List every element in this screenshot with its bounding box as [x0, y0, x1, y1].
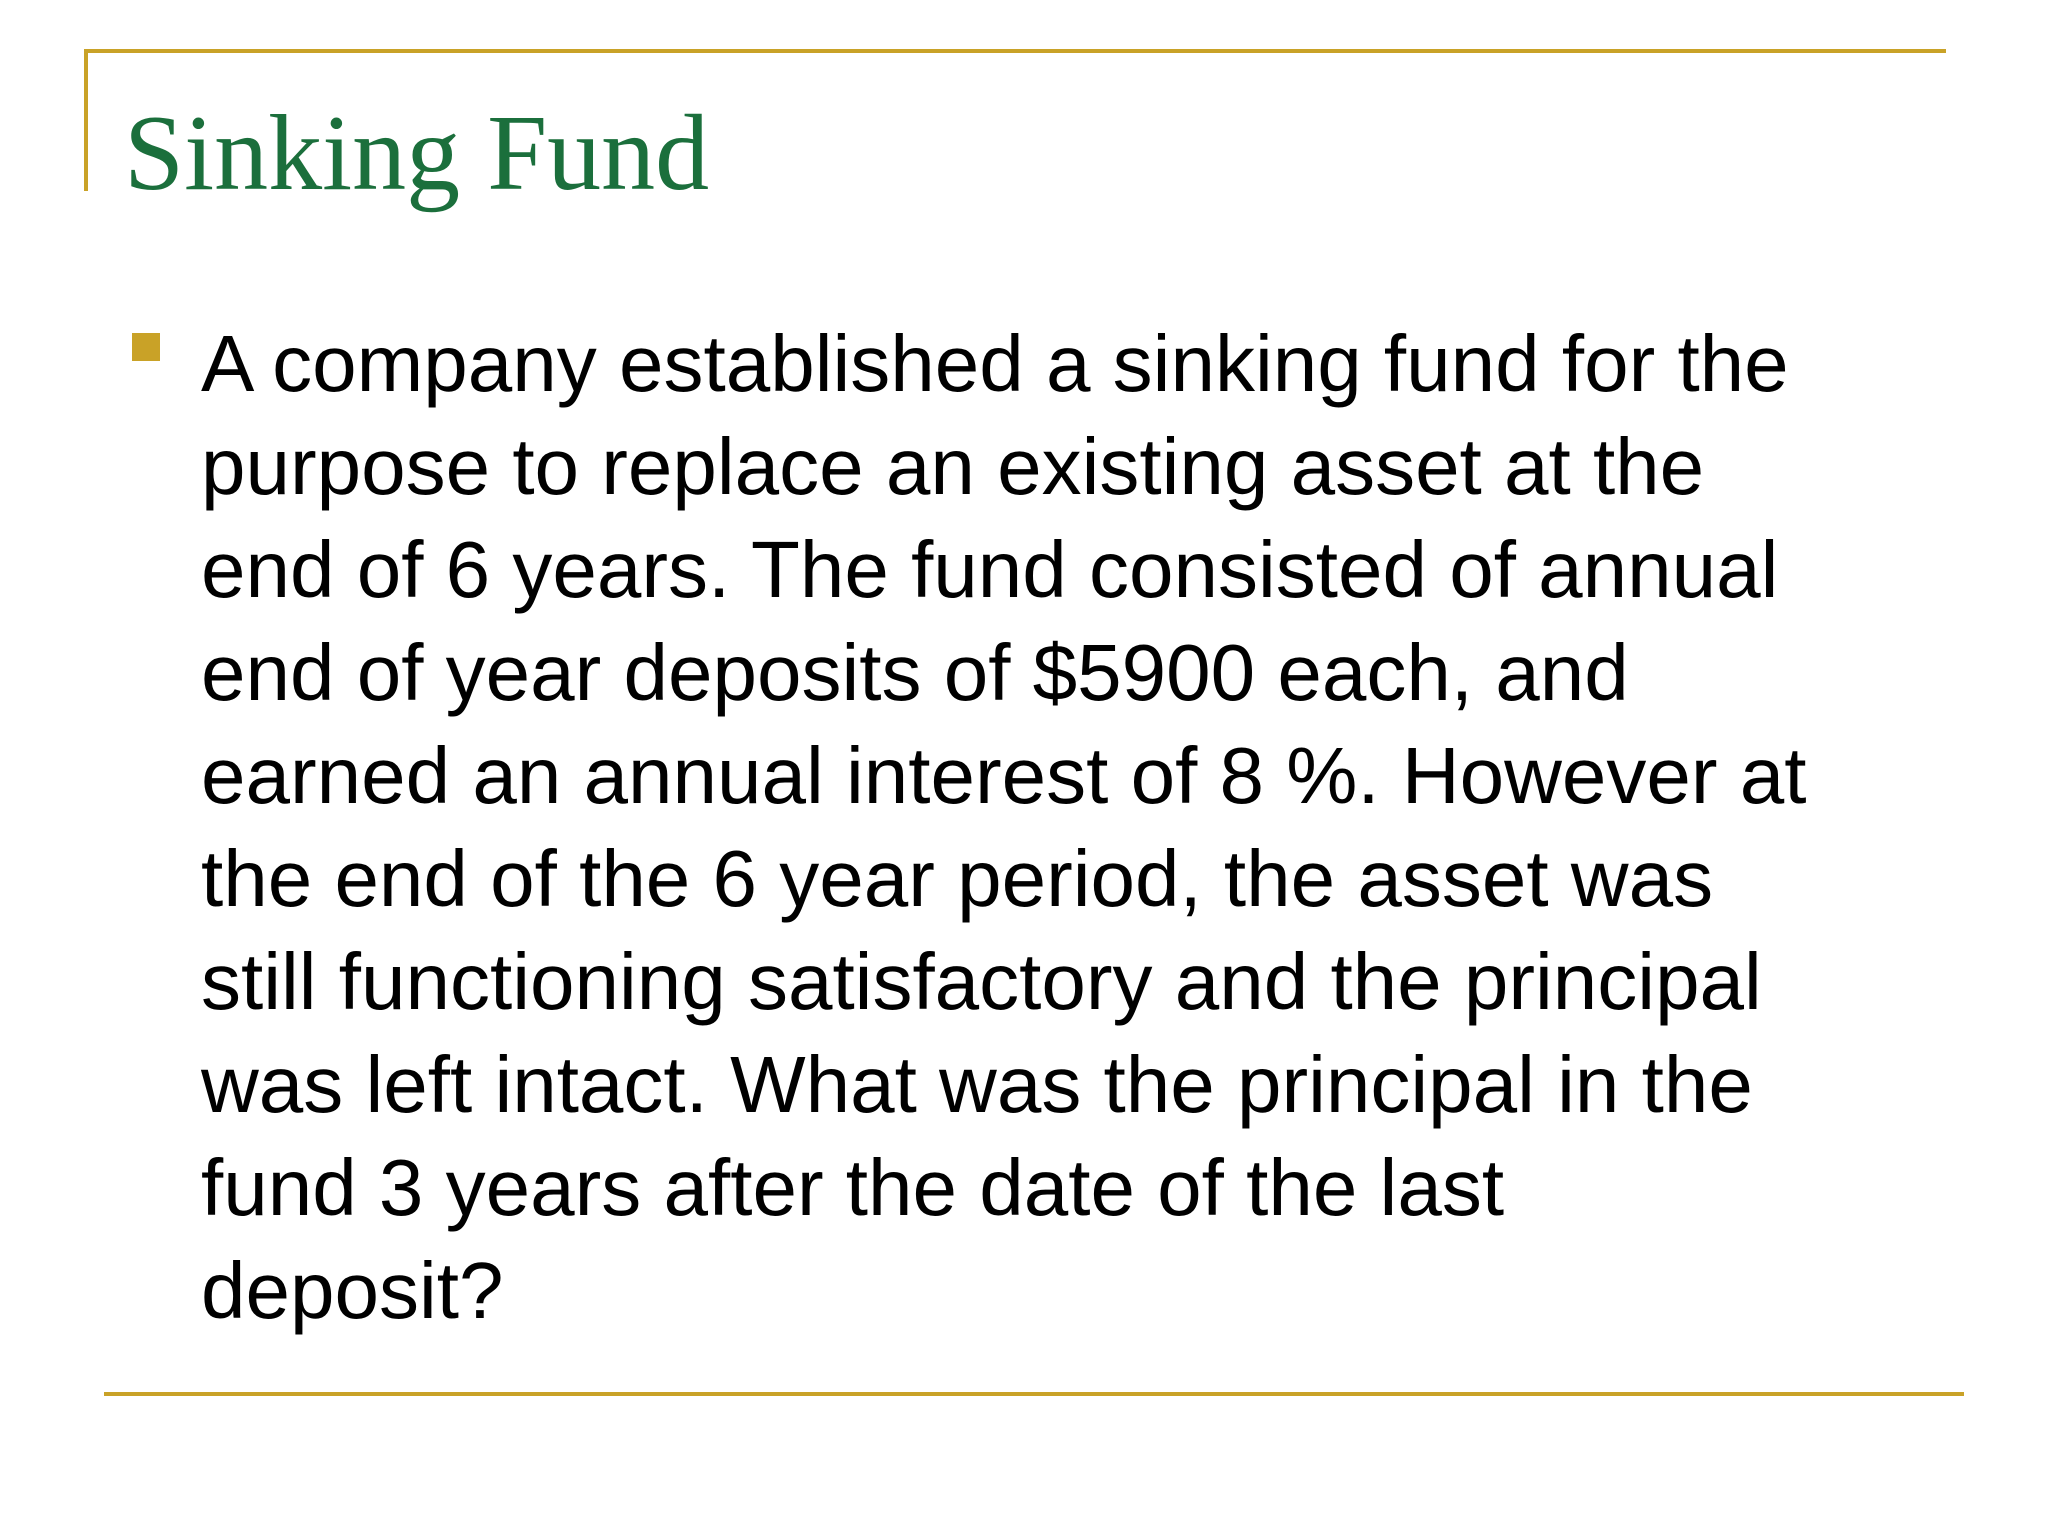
left-border-line: [84, 49, 88, 191]
top-border-line: [84, 49, 1946, 53]
paragraph-line: still functioning satisfactory and the principal: [201, 937, 1762, 1026]
bullet-paragraph: [201, 312, 1961, 1342]
paragraph-line: deposit?: [201, 1246, 504, 1335]
bottom-border-line: [104, 1392, 1964, 1396]
slide-title: Sinking Fund: [124, 94, 710, 213]
paragraph-line: A company established a sinking fund for the: [201, 319, 1789, 408]
paragraph-line: earned an annual interest of 8 %. However at: [201, 731, 1807, 820]
paragraph-line: the end of the 6 year period, the asset was: [201, 834, 1714, 923]
square-bullet-icon: [132, 333, 160, 361]
paragraph-line: was left intact. What was the principal in the: [201, 1040, 1753, 1129]
paragraph-line: purpose to replace an existing asset at the: [201, 422, 1705, 511]
paragraph-line: end of year deposits of $5900 each, and: [201, 628, 1629, 717]
paragraph-line: fund 3 years after the date of the last: [201, 1143, 1505, 1232]
paragraph-line: end of 6 years. The fund consisted of annual: [201, 525, 1779, 614]
